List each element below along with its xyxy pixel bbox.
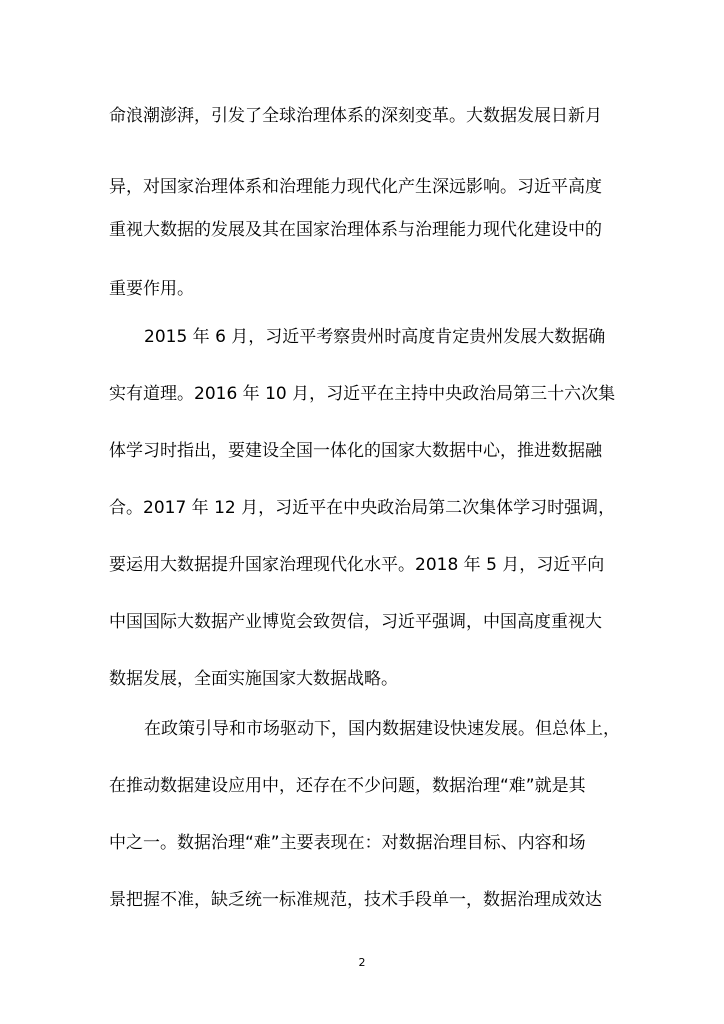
text-line: 景把握不准，缺乏统一标准规范，技术手段单一，数据治理成效达	[109, 890, 602, 910]
paragraph-first-line: 在政策引导和市场驱动下，国内数据建设快速发展。但总体上，	[144, 719, 620, 739]
text-line: 合。2017 年 12 月，习近平在中央政治局第二次集体学习时强调，	[109, 498, 616, 518]
text-line: 重视大数据的发展及其在国家治理体系与治理能力现代化建设中的	[109, 220, 602, 240]
text-line: 数据发展，全面实施国家大数据战略。	[109, 669, 398, 689]
text-line: 重要作用。	[109, 279, 194, 299]
text-line: 体学习时指出，要建设全国一体化的国家大数据中心，推进数据融	[109, 441, 602, 461]
page-number: 2	[358, 956, 366, 969]
text-line: 实有道理。2016 年 10 月，习近平在主持中央政治局第三十六次集	[109, 384, 616, 404]
text-line: 要运用大数据提升国家治理现代化水平。2018 年 5 月，习近平向	[109, 555, 605, 575]
text-line: 中国国际大数据产业博览会致贺信，习近平强调，中国高度重视大	[109, 612, 602, 632]
text-line: 异，对国家治理体系和治理能力现代化产生深远影响。习近平高度	[109, 177, 602, 197]
text-line: 中之一。数据治理“难”主要表现在：对数据治理目标、内容和场	[109, 833, 586, 853]
text-line: 在推动数据建设应用中，还存在不少问题，数据治理“难”就是其	[109, 776, 586, 796]
paragraph-first-line: 2015 年 6 月，习近平考察贵州时高度肯定贵州发展大数据确	[144, 327, 606, 347]
text-line: 命浪潮澎湃，引发了全球治理体系的深刻变革。大数据发展日新月	[109, 106, 602, 126]
